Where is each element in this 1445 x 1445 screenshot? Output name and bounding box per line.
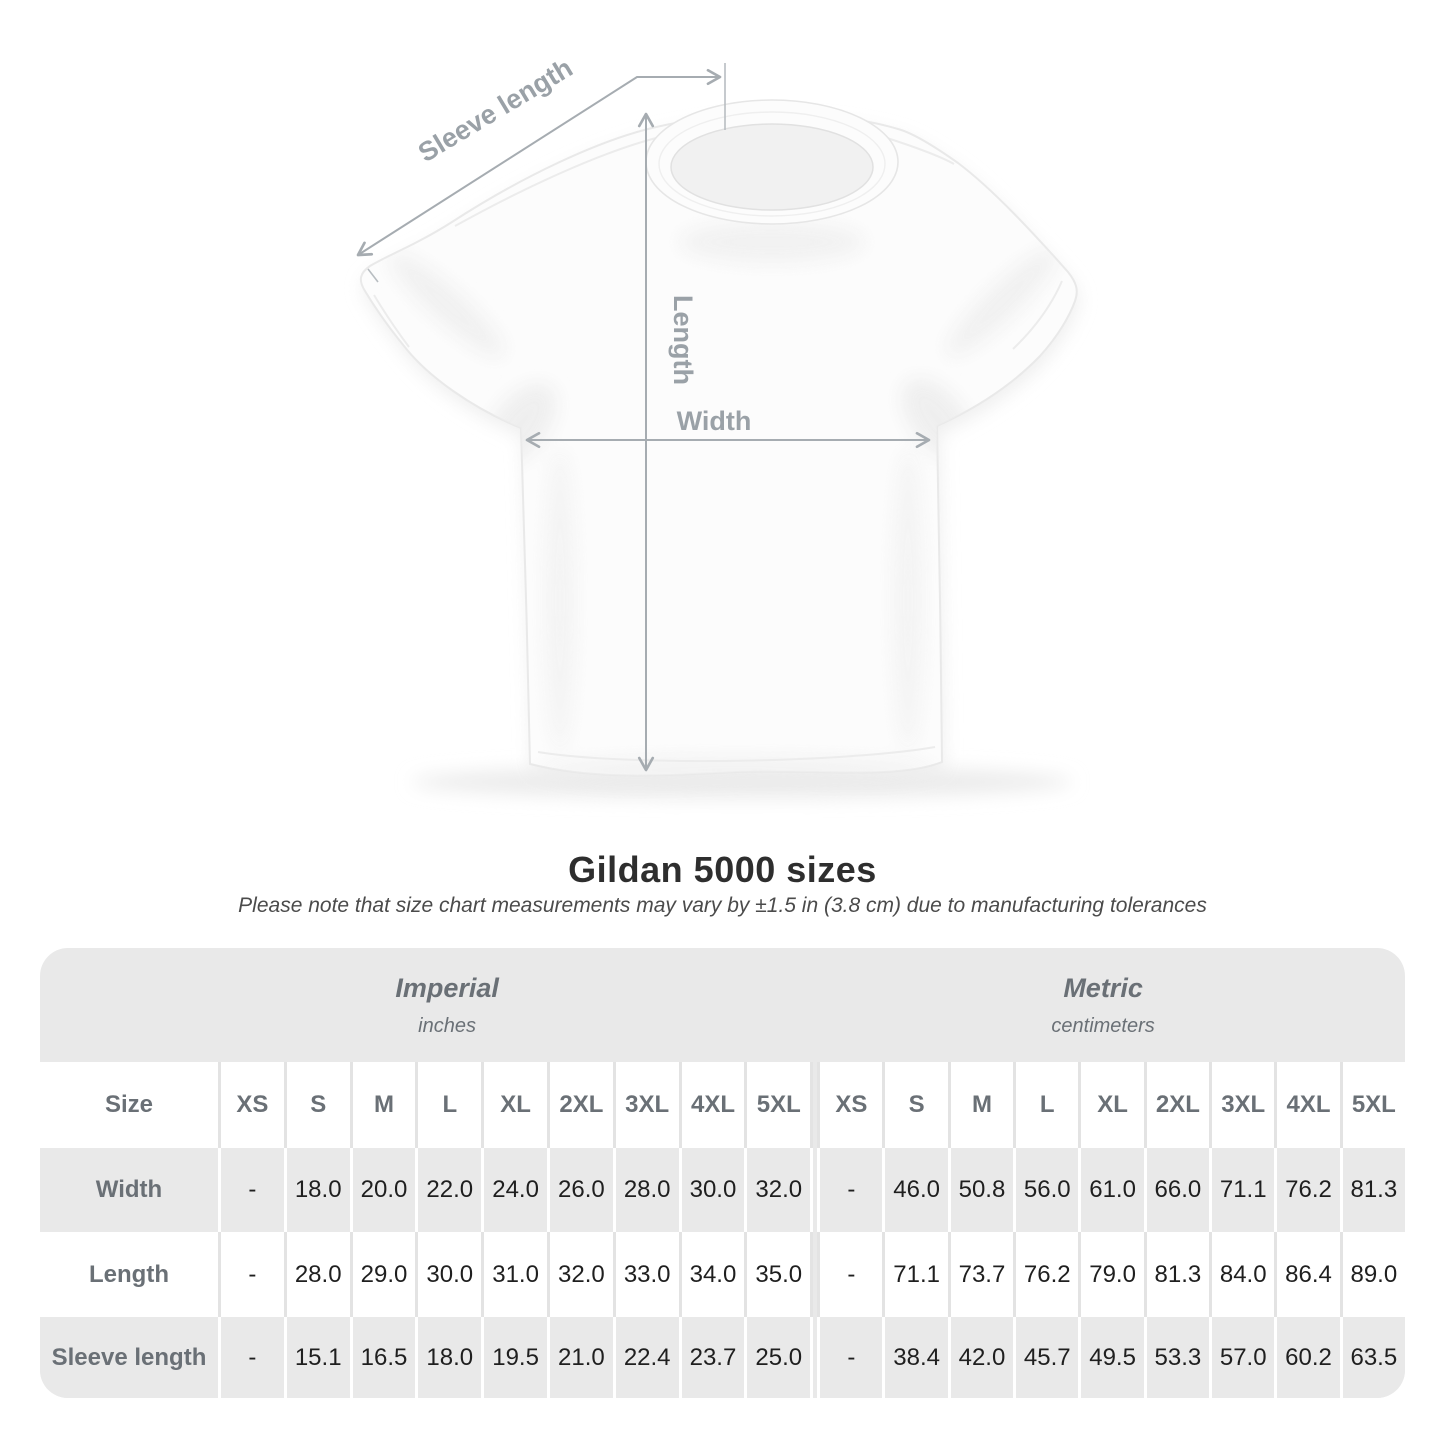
- value-cell: 76.2: [1274, 1148, 1339, 1232]
- value-cell: 28.0: [284, 1232, 350, 1317]
- value-cell: 89.0: [1340, 1232, 1405, 1317]
- value-cell: 38.4: [882, 1317, 947, 1398]
- value-cell: 76.2: [1013, 1232, 1078, 1317]
- value-cell: 46.0: [882, 1148, 947, 1232]
- length-label: Length: [668, 295, 698, 385]
- group-separator: [810, 1062, 817, 1148]
- value-cell: 71.1: [1209, 1148, 1274, 1232]
- value-cell: 29.0: [350, 1232, 416, 1317]
- width-label: Width: [676, 406, 752, 436]
- value-cell: 20.0: [350, 1148, 416, 1232]
- imperial-size-header: XL: [481, 1062, 547, 1148]
- value-cell: 53.3: [1144, 1317, 1209, 1398]
- collar: [646, 100, 898, 224]
- value-cell: 42.0: [948, 1317, 1013, 1398]
- imperial-unit-label: inches: [418, 1014, 476, 1037]
- metric-size-header: 3XL: [1209, 1062, 1274, 1148]
- imperial-size-header: 3XL: [613, 1062, 679, 1148]
- value-cell: 57.0: [1209, 1317, 1274, 1398]
- value-cell: 45.7: [1013, 1317, 1078, 1398]
- value-cell: 23.7: [679, 1317, 745, 1398]
- value-cell: -: [817, 1148, 882, 1232]
- value-cell: 66.0: [1144, 1148, 1209, 1232]
- value-cell: 32.0: [744, 1148, 810, 1232]
- imperial-size-header: M: [350, 1062, 416, 1148]
- value-cell: 63.5: [1340, 1317, 1405, 1398]
- metric-size-header: XS: [817, 1062, 882, 1148]
- value-cell: -: [817, 1232, 882, 1317]
- row-label: Length: [40, 1232, 218, 1317]
- value-cell: 60.2: [1274, 1317, 1339, 1398]
- value-cell: 22.4: [613, 1317, 679, 1398]
- tolerance-note: Please note that size chart measurements may vary by ±1.5 in (3.8 cm) due to manufacturing tolerances: [238, 894, 1207, 917]
- imperial-size-header: 2XL: [547, 1062, 613, 1148]
- value-cell: 33.0: [613, 1232, 679, 1317]
- metric-size-header: 5XL: [1340, 1062, 1405, 1148]
- imperial-size-header: XS: [218, 1062, 284, 1148]
- value-cell: 34.0: [679, 1232, 745, 1317]
- size-column-header: Size: [40, 1062, 218, 1148]
- value-cell: 86.4: [1274, 1232, 1339, 1317]
- imperial-label: Imperial: [395, 972, 499, 1003]
- value-cell: 73.7: [948, 1232, 1013, 1317]
- value-cell: 22.0: [415, 1148, 481, 1232]
- value-cell: 30.0: [679, 1148, 745, 1232]
- value-cell: 35.0: [744, 1232, 810, 1317]
- imperial-group-header: [62, 948, 832, 1062]
- imperial-size-header: 5XL: [744, 1062, 810, 1148]
- metric-size-header: 4XL: [1274, 1062, 1339, 1148]
- value-cell: -: [218, 1232, 284, 1317]
- value-cell: -: [218, 1317, 284, 1398]
- size-table: [40, 948, 1405, 1398]
- imperial-size-header: S: [284, 1062, 350, 1148]
- sleeve-length-label: Sleeve length: [413, 52, 578, 168]
- value-cell: 18.0: [284, 1148, 350, 1232]
- value-cell: 21.0: [547, 1317, 613, 1398]
- metric-size-header: 2XL: [1144, 1062, 1209, 1148]
- value-cell: 28.0: [613, 1148, 679, 1232]
- value-cell: 81.3: [1340, 1148, 1405, 1232]
- metric-size-header: L: [1013, 1062, 1078, 1148]
- metric-group-header: [809, 948, 1397, 1062]
- value-cell: 24.0: [481, 1148, 547, 1232]
- row-label: Sleeve length: [40, 1317, 218, 1398]
- metric-label: Metric: [1063, 972, 1143, 1003]
- value-cell: 84.0: [1209, 1232, 1274, 1317]
- value-cell: 18.0: [415, 1317, 481, 1398]
- value-cell: 81.3: [1144, 1232, 1209, 1317]
- value-cell: 30.0: [415, 1232, 481, 1317]
- imperial-size-header: 4XL: [679, 1062, 745, 1148]
- value-cell: -: [817, 1317, 882, 1398]
- value-cell: 56.0: [1013, 1148, 1078, 1232]
- group-separator: [810, 1317, 817, 1398]
- metric-size-header: XL: [1078, 1062, 1143, 1148]
- value-cell: 26.0: [547, 1148, 613, 1232]
- value-cell: 61.0: [1078, 1148, 1143, 1232]
- row-label: Width: [40, 1148, 218, 1232]
- metric-unit-label: centimeters: [1051, 1014, 1155, 1037]
- metric-size-header: M: [948, 1062, 1013, 1148]
- value-cell: 32.0: [547, 1232, 613, 1317]
- value-cell: 50.8: [948, 1148, 1013, 1232]
- value-cell: 79.0: [1078, 1232, 1143, 1317]
- value-cell: 49.5: [1078, 1317, 1143, 1398]
- page-title: Gildan 5000 sizes: [568, 849, 877, 890]
- group-separator: [810, 1148, 817, 1232]
- value-cell: 25.0: [744, 1317, 810, 1398]
- value-cell: -: [218, 1148, 284, 1232]
- group-separator: [810, 1232, 817, 1317]
- value-cell: 71.1: [882, 1232, 947, 1317]
- value-cell: 16.5: [350, 1317, 416, 1398]
- value-cell: 31.0: [481, 1232, 547, 1317]
- value-cell: 15.1: [284, 1317, 350, 1398]
- value-cell: 19.5: [481, 1317, 547, 1398]
- imperial-size-header: L: [415, 1062, 481, 1148]
- metric-size-header: S: [882, 1062, 947, 1148]
